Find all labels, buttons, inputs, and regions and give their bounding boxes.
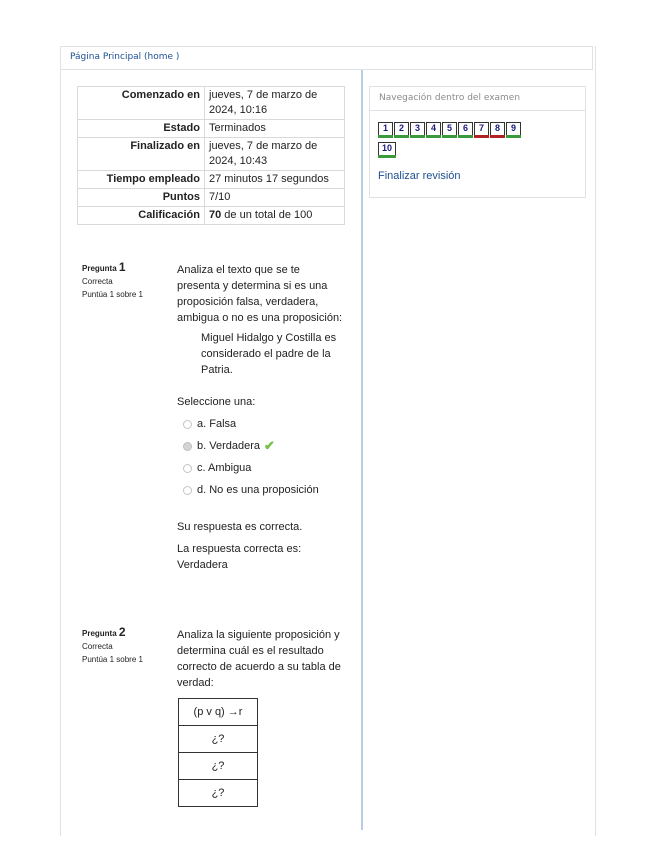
question-number: 2 (118, 625, 126, 639)
quiz-navigation-buttons (378, 122, 583, 162)
truth-table (178, 698, 258, 807)
summary-value (205, 207, 345, 225)
question-state: Correcta (82, 642, 113, 651)
question-2-info (82, 626, 143, 666)
option-label: b. Verdadera (197, 440, 260, 452)
breadcrumb (60, 46, 593, 70)
question-1-content (177, 262, 345, 573)
truth-table-header: (p v q) →r (179, 699, 258, 726)
truth-table-cell: ¿? (179, 726, 258, 753)
summary-row-started (78, 87, 345, 120)
question-nav-button-6[interactable]: 6 (458, 122, 473, 138)
summary-row-state (78, 120, 345, 138)
quiz-navigation-title: Navegación dentro del examen (370, 87, 585, 111)
summary-label: Estado (78, 120, 205, 138)
summary-value: jueves, 7 de marzo de 2024, 10:43 (205, 138, 345, 171)
attempt-summary-table (77, 86, 345, 225)
question-quote: Miguel Hidalgo y Costilla es considerado el padre de la Patria. (201, 332, 337, 376)
summary-value: Terminados (205, 120, 345, 138)
question-1-info (82, 261, 143, 301)
question-2-content (177, 627, 345, 807)
summary-value: jueves, 7 de marzo de 2024, 10:16 (205, 87, 345, 120)
summary-label: Comenzado en (78, 87, 205, 120)
checkmark-icon: ✔ (264, 438, 275, 453)
truth-table-cell: ¿? (179, 753, 258, 780)
grade-score: 70 (209, 209, 222, 221)
question-text: Analiza el texto que se te presenta y determina si es una proposición falsa, verdadera, ambigua o no es una proposición: (177, 264, 343, 324)
answer-options (177, 413, 345, 501)
grade-total: de un total de 100 (221, 209, 313, 221)
question-nav-button-5[interactable]: 5 (442, 122, 457, 138)
radio-button[interactable] (183, 486, 192, 495)
question-prefix: Pregunta (82, 629, 117, 638)
option-b[interactable] (177, 435, 345, 457)
summary-label: Tiempo empleado (78, 171, 205, 189)
question-nav-button-7[interactable]: 7 (474, 122, 489, 138)
summary-label: Puntos (78, 189, 205, 207)
truth-table-cell: ¿? (179, 780, 258, 807)
option-label: d. No es una proposición (197, 484, 319, 496)
question-nav-button-10[interactable]: 10 (378, 142, 396, 158)
correct-answer: La respuesta correcta es: Verdadera (177, 543, 302, 571)
question-prefix: Pregunta (82, 264, 117, 273)
summary-row-time (78, 171, 345, 189)
answer-prompt: Seleccione una: (177, 396, 256, 408)
question-grade: Puntúa 1 sobre 1 (82, 290, 143, 299)
radio-button[interactable] (183, 420, 192, 429)
question-nav-button-1[interactable]: 1 (378, 122, 393, 138)
answer-feedback: Su respuesta es correcta. (177, 521, 303, 533)
summary-label: Finalizado en (78, 138, 205, 171)
question-nav-button-4[interactable]: 4 (426, 122, 441, 138)
question-text: Analiza la siguiente proposición y determina cuál es el resultado correcto de acuerdo a su tabla de verdad: (177, 629, 341, 689)
radio-button[interactable] (183, 464, 192, 473)
summary-value: 7/10 (205, 189, 345, 207)
summary-label: Calificación (78, 207, 205, 225)
finish-review-link[interactable]: Finalizar revisión (378, 170, 461, 182)
question-state: Correcta (82, 277, 113, 286)
question-number: 1 (118, 260, 126, 274)
option-a[interactable] (177, 413, 345, 435)
summary-row-finished (78, 138, 345, 171)
question-nav-button-3[interactable]: 3 (410, 122, 425, 138)
option-c[interactable] (177, 457, 345, 479)
option-d[interactable] (177, 479, 345, 501)
column-divider (361, 70, 363, 830)
question-grade: Puntúa 1 sobre 1 (82, 655, 143, 664)
summary-value: 27 minutos 17 segundos (205, 171, 345, 189)
radio-button-selected[interactable] (183, 442, 192, 451)
question-nav-button-9[interactable]: 9 (506, 122, 521, 138)
summary-row-grade (78, 207, 345, 225)
breadcrumb-home-link[interactable]: Página Principal (home ) (70, 52, 180, 62)
summary-row-points (78, 189, 345, 207)
option-label: c. Ambigua (197, 462, 252, 474)
option-label: a. Falsa (197, 418, 237, 430)
question-nav-button-2[interactable]: 2 (394, 122, 409, 138)
question-nav-button-8[interactable]: 8 (490, 122, 505, 138)
